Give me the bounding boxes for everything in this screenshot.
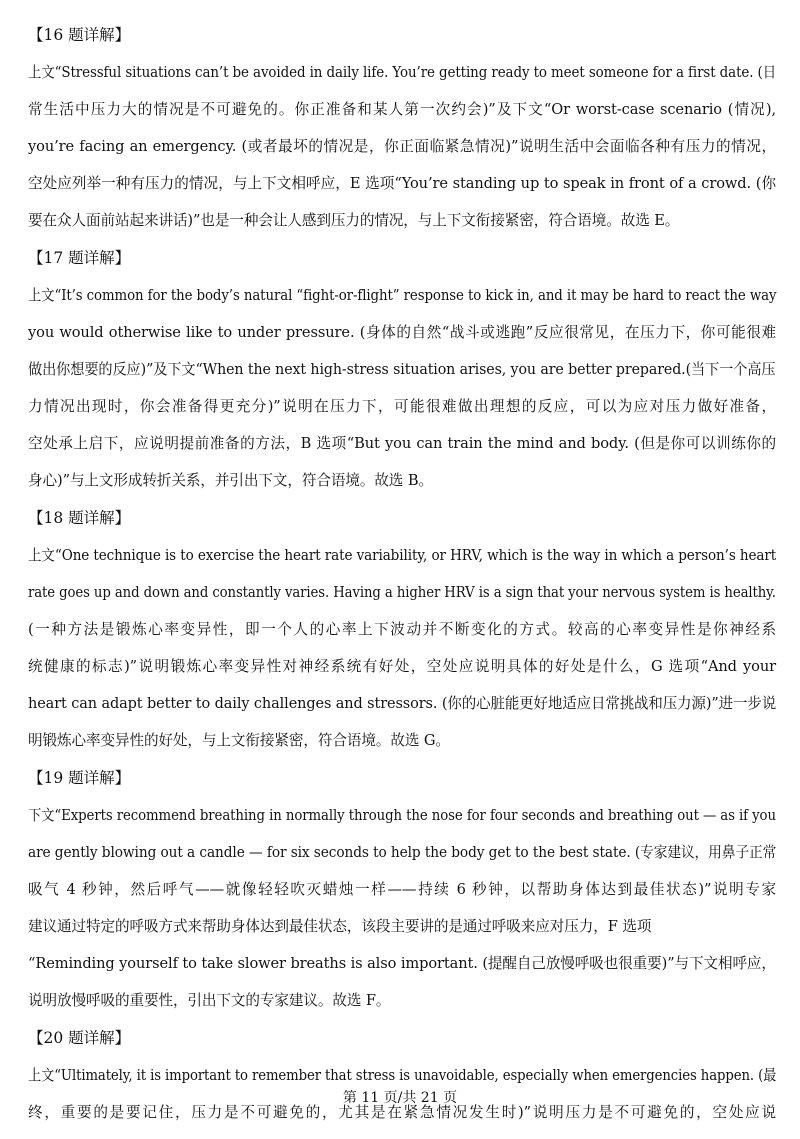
page-footer: 第 11 页/共 21 页 xyxy=(342,1090,458,1106)
text-line: “Reminding yourself to take slower breaths is also important. (提醒自己放慢呼吸也很重要)”与下文相呼应， xyxy=(28,955,776,972)
text-line: 明锻炼心率变异性的好处，与上文衔接紧密，符合语境。故选 G。 xyxy=(28,732,450,749)
text-line: you’re facing an emergency. (或者最坏的情况是，你正面临紧急情况)”说明生活中会面临各种有压力的情况， xyxy=(28,138,776,155)
text-line: 上文“Stressful situations can’t be avoided in daily life. You’re getting ready to meet someone for a first date. (日 xyxy=(28,64,777,81)
text-line: 力情况出现时，你会准备得更充分)”说明在压力下，可能很难做出理想的反应，可以为应对压力做好准备， xyxy=(28,398,776,415)
text-line: 上文“Ultimately, it is important to remember that stress is unavoidable, especially when emergencies happen. (最 xyxy=(28,1067,777,1084)
text-line: 吸气 4 秒钟，然后呼气——就像轻轻吹灭蜡烛一样——持续 6 秒钟，以帮助身体达到最佳状态)”说明专家 xyxy=(28,881,776,898)
text-line: 空处承上启下，应说明提前准备的方法，B 选项“But you can train the mind and body. (但是你可以训练你的 xyxy=(28,435,776,452)
text-line: (一种方法是锻炼心率变异性，即一个人的心率上下波动并不断变化的方式。较高的心率变异性是你神经系 xyxy=(28,621,776,638)
section-heading-16: 【16 题详解】 xyxy=(28,26,131,44)
text-line: 要在众人面前站起来讲话)”也是一种会让人感到压力的情况，与上下文衔接紧密，符合语境。故选 E。 xyxy=(28,212,680,229)
text-line: 常生活中压力大的情况是不可避免的。你正准备和某人第一次约会)”及下文“Or worst-case scenario (情况), xyxy=(28,101,776,118)
section-heading-19: 【19 题详解】 xyxy=(28,769,131,787)
section-heading-17: 【17 题详解】 xyxy=(28,249,131,267)
text-line: 空处应列举一种有压力的情况，与上下文相呼应，E 选项“You’re standing up to speak in front of a crowd. (你 xyxy=(28,175,776,192)
text-line: 下文“Experts recommend breathing in normally through the nose for four seconds and breathing out — as if you xyxy=(28,807,776,824)
text-line: 统健康的标志)”说明锻炼心率变异性对神经系统有好处，空处应说明具体的好处是什么，G 选项“And your xyxy=(28,658,776,675)
text-line: you would otherwise like to under pressure. (身体的自然“战斗或逃跑”反应很常见，在压力下，你可能很难 xyxy=(28,324,776,341)
text-line: heart can adapt better to daily challenges and stressors. (你的心脏能更好地适应日常挑战和压力源)”进一步说 xyxy=(28,695,777,712)
text-line: 身心)”与上文形成转折关系，并引出下文，符合语境。故选 B。 xyxy=(28,472,433,489)
text-line: rate goes up and down and constantly varies. Having a higher HRV is a sign that your nervous system is healthy. xyxy=(28,584,776,601)
section-heading-20: 【20 题详解】 xyxy=(28,1029,131,1047)
document-page xyxy=(28,24,776,1139)
text-line: 说明放慢呼吸的重要性，引出下文的专家建议。故选 F。 xyxy=(28,992,391,1009)
text-line: are gently blowing out a candle — for six seconds to help the body get to the best state. (专家建议，用鼻子正常 xyxy=(28,844,777,861)
text-line: 上文“One technique is to exercise the heart rate variability, or HRV, which is the way in which a person’s heart xyxy=(28,547,777,564)
text-line: 建议通过特定的呼吸方式来帮助身体达到最佳状态，该段主要讲的是通过呼吸来应对压力，F 选项 xyxy=(28,918,652,935)
section-heading-18: 【18 题详解】 xyxy=(28,509,131,527)
text-line: 做出你想要的反应)”及下文“When the next high-stress situation arises, you are better prepared.(当下一个高压 xyxy=(28,361,776,378)
text-line: 上文“It’s common for the body’s natural “fight-or-flight” response to kick in, and it may be hard to react the way xyxy=(28,287,777,304)
text-line: 终，重要的是要记住，压力是不可避免的，尤其是在紧急情况发生时)”说明压力是不可避免的，空处应说 xyxy=(28,1104,776,1121)
